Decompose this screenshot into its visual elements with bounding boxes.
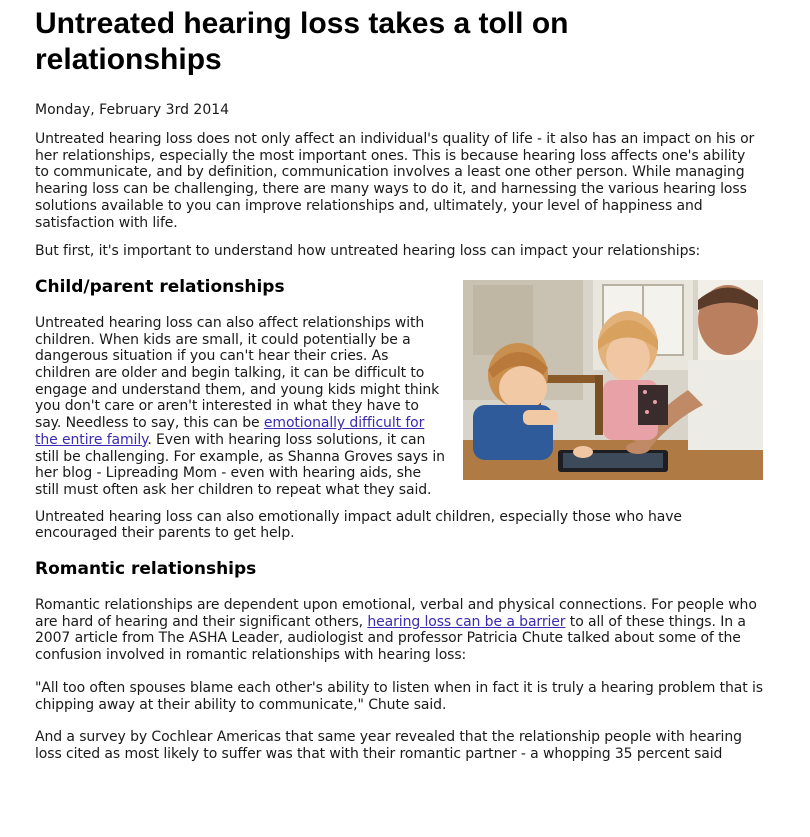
article-title: Untreated hearing loss takes a toll on relationships [35,7,569,76]
article [35,6,763,763]
article-date: Monday, February 3rd 2014 [35,102,230,118]
chute-quote: "All too often spouses blame each other's ability to listen when in fact it is truly a hearing problem that is chipping away at their ability to communicate," Chute said. [35,679,763,713]
romantic-text-after-link: to all of these things. In a 2007 article from The ASHA Leader, audiologist and professor Patricia Chute talked about some of the confusion involved in romantic relationships with hearing loss: [35,613,746,664]
intro-paragraph-1: Untreated hearing loss does not only affect an individual's quality of life - it also has an impact on his or her relationships, especially the most important ones. This is because hearing loss affects one's ability to communicate, and by definition, communication involves a least one other person. While managing hearing loss can be challenging, there are many ways to do it, and harnessing the various hearing loss solutions available to you can improve relationships and, ultimately, your level of happiness and satisfaction with life. [35,131,755,231]
intro-paragraph-2: But first, it's important to understand how untreated hearing loss can impact your relationships: [35,243,701,260]
emotionally-difficult-link[interactable]: emotionally difficult for the entire family [35,415,425,448]
child-parent-text-before-link: Untreated hearing loss can also affect relationships with children. When kids are small, it could potentially be a dangerous situation if you can't hear their cries. As children are older and begin talking, it can be difficult to engage and understand them, and young kids might think you don't care or aren't interested in what they have to say. Needless to say, this can be [35,314,440,432]
child-parent-paragraph-2: Untreated hearing loss can also emotionally impact adult children, especially those who have encouraged their parents to get help. [35,508,682,542]
child-parent-text-after-link: . Even with hearing loss solutions, it can still be challenging. For example, as Shanna Groves says in her blog - Lipreading Mom - even with hearing aids, she still must often ask her children to repeat what they said. [35,431,445,498]
hearing-loss-barrier-link[interactable]: hearing loss can be a barrier [367,613,566,630]
romantic-paragraph-1 [35,597,763,664]
romantic-text-before-link: Romantic relationships are dependent upon emotional, verbal and physical connections. For people who are hard of hearing and their significant others, [35,597,757,630]
cochlear-survey-paragraph: And a survey by Cochlear Americas that same year revealed that the relationship people with hearing loss cited as most likely to suffer was that with their romantic partner - a whopping 35 percent said [35,729,742,762]
section-heading-romantic: Romantic relationships [35,559,257,580]
section-heading-child-parent: Child/parent relationships [35,276,285,297]
family-tablet-photo [463,280,763,480]
